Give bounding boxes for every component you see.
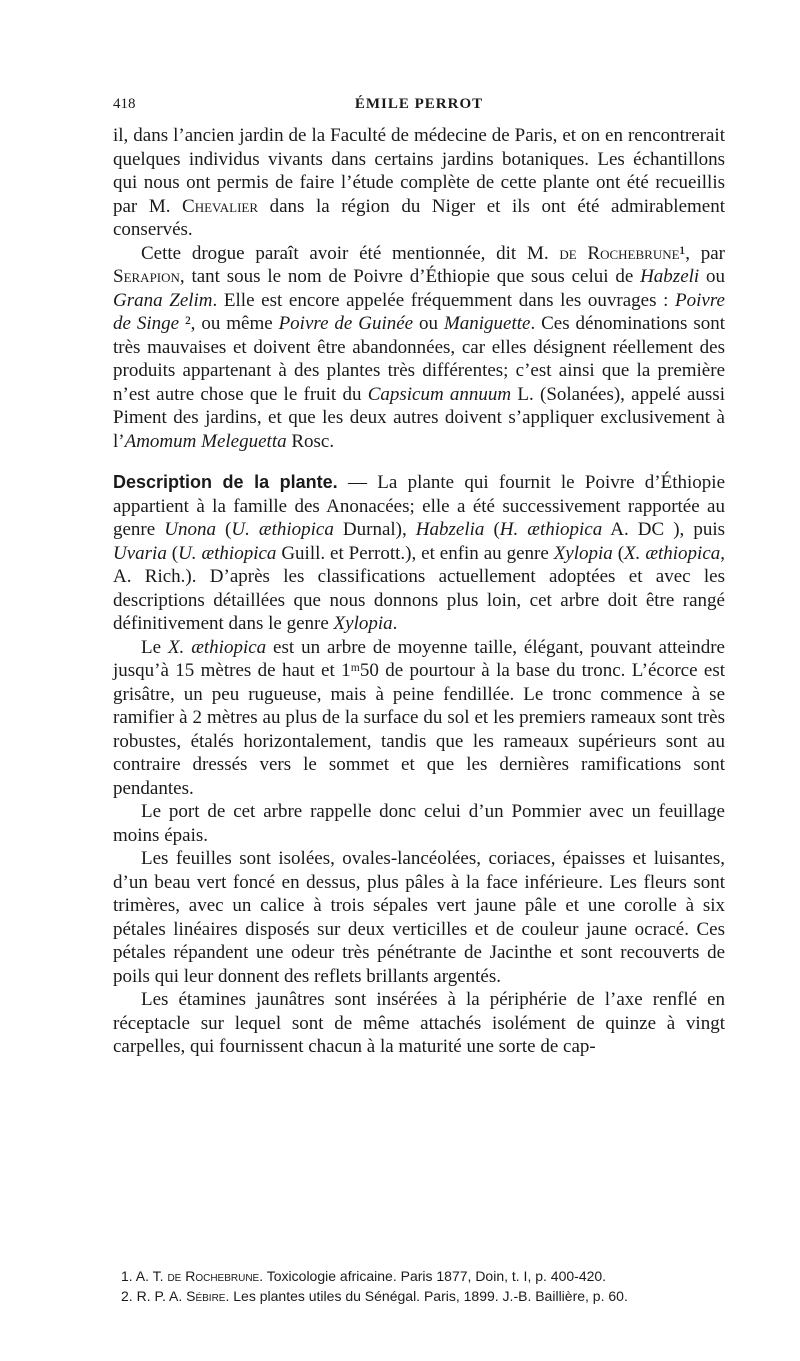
text: ², ou même: [179, 313, 279, 334]
text: Cette drogue paraît avoir été mentionnée, dit M.: [141, 242, 560, 264]
text: , A. Rich.). D’après les classifications actuellement adoptées et avec les descriptions détaillées que nous donnons plus loin, cet arbre doit être rangé définitivement dans le genre: [113, 542, 726, 634]
text: . Les plantes utiles du Sénégal. Paris, 1899. J.-B. Baillière, p. 60.: [225, 1288, 628, 1304]
italic-term: Xylopia: [333, 613, 393, 634]
italic-term: Poivre de Guinée: [278, 313, 414, 334]
text: (: [612, 542, 625, 564]
body-text: [113, 124, 725, 1059]
paragraph-4: [113, 636, 725, 801]
paragraph-1: [113, 124, 725, 242]
running-header: [113, 96, 725, 120]
page-number: 418: [113, 96, 136, 112]
italic-term: Habzelia: [415, 519, 485, 540]
text: . Elle est encore appelée fréquemment dans les ouvrages :: [212, 289, 676, 311]
italic-term: Capsicum annuum: [367, 383, 512, 405]
text: il, dans l’ancien jardin de la Faculté de médecine de Paris, et on en rencontrerait quelques individus vivants dans certains jardins botaniques. Les échantillons qui nous ont permis de faire l’étude complète de cette plante ont été recueillis par M.: [113, 125, 725, 217]
italic-term: Unona: [164, 519, 216, 540]
text: Rosc.: [286, 430, 335, 452]
paragraph-3: [113, 471, 725, 636]
text: L. (Solanées), appelé aussi Piment des jardins, et que les deux autres doivent s’appliquer exclusivement à l’: [113, 383, 725, 452]
text: ¹, par: [679, 242, 725, 264]
footnote-2: [113, 1286, 725, 1306]
text: A. DC ), puis: [602, 519, 726, 540]
author-name: Serapion: [113, 266, 180, 287]
footnotes: [113, 1266, 725, 1306]
text: . Toxicologie africaine. Paris 1877, Doin, t. I, p. 400-420.: [259, 1268, 607, 1284]
paragraph-5: Le port de cet arbre rappelle donc celui d’un Pommier avec un feuillage moins épais.: [113, 801, 725, 846]
paragraph-7: Les étamines jaunâtres sont insérées à la périphérie de l’axe renflé en réceptacle sur lequel sont de même attachés isolément de quinze à vingt carpelles, qui fournissent chacun à la maturité une sorte de cap-: [113, 989, 725, 1057]
text: . Ces dénominations sont très mauvaises et doivent être abandonnées, car elles désignent réellement des produits appartenant à des plantes très différentes; c’est ainsi que la première n’est autre chose que le fruit du: [113, 313, 725, 405]
text: dans la région du Niger et ils ont été admirablement conservés.: [113, 195, 725, 240]
text: Durnal),: [333, 519, 416, 540]
italic-term: Grana Zelim: [113, 289, 213, 311]
italic-term: Habzeli: [640, 266, 700, 287]
running-title: ÉMILE PERROT: [354, 96, 484, 112]
italic-term: Poivre de Singe: [113, 289, 725, 334]
italic-term: Xylopia: [553, 542, 613, 564]
text: 1. A. T.: [121, 1268, 168, 1284]
author-name: Sébire: [186, 1288, 226, 1304]
text: est un arbre de moyenne taille, élégant, pouvant atteindre jusqu’à 15 mètres de haut et 1ᵐ50 de pourtour à la base du tronc. L’écorce est grisâtre, un peu rugueuse, mais à peine fendillée. Le tronc commence à se ramifier à 2 mètres au plus de la surface du sol et les premiers rameaux sont très robustes, étalés horizontalement, tandis que les rameaux supérieurs sont au contraire dressés vers le sommet et que les dernières ramifications sont pendantes.: [113, 636, 725, 799]
text: Le: [141, 636, 168, 658]
italic-term: U. æthiopica: [178, 542, 277, 564]
author-name: Chevalier: [182, 195, 259, 217]
paragraph-6: Les feuilles sont isolées, ovales-lancéolées, coriaces, épaisses et luisantes, d’un beau vert foncé en dessus, plus pâles à la face inférieure. Les fleurs sont trimères, avec un calice à trois sépales vert jaune pâle et une corolle à six pétales linéaires disposés sur deux verticilles et de couleur jaune ocracé. Ces pétales répandent une odeur très pénétrante de Jacinthe et sont recouverts de poils qui leur donnent des reflets brillants argentés.: [113, 848, 725, 987]
italic-term: H. æthiopica: [499, 519, 603, 540]
author-name: de Rochebrune: [167, 1268, 260, 1284]
text: (: [484, 519, 500, 540]
italic-term: Amomum Meleguetta: [124, 430, 287, 452]
italic-term: Uvaria: [113, 542, 167, 564]
italic-term: X. æthiopica: [167, 636, 267, 658]
author-name: de Rochebrune: [559, 242, 680, 264]
text: (: [166, 542, 179, 564]
text: .: [392, 613, 398, 634]
paragraph-2: [113, 242, 725, 454]
italic-term: U. æthiopica: [231, 519, 334, 540]
italic-term: Maniguette: [443, 313, 531, 334]
italic-term: X. æthiopica: [624, 542, 721, 564]
text: , tant sous le nom de Poivre d’Éthiopie que sous celui de: [179, 266, 641, 287]
text: ou: [699, 266, 726, 287]
text: ou: [413, 313, 444, 334]
section-heading: Description de la plante.: [113, 472, 338, 492]
footnote-1: [113, 1266, 725, 1286]
text: 2. R. P. A.: [121, 1288, 187, 1304]
text: Guill. et Perrott.), et enfin au genre: [276, 542, 554, 564]
text: — La plante qui fournit le Poivre d’Éthiopie appartient à la famille des Anonacées; elle a été successivement rapportée au genre: [113, 472, 726, 540]
text: (: [215, 519, 232, 540]
